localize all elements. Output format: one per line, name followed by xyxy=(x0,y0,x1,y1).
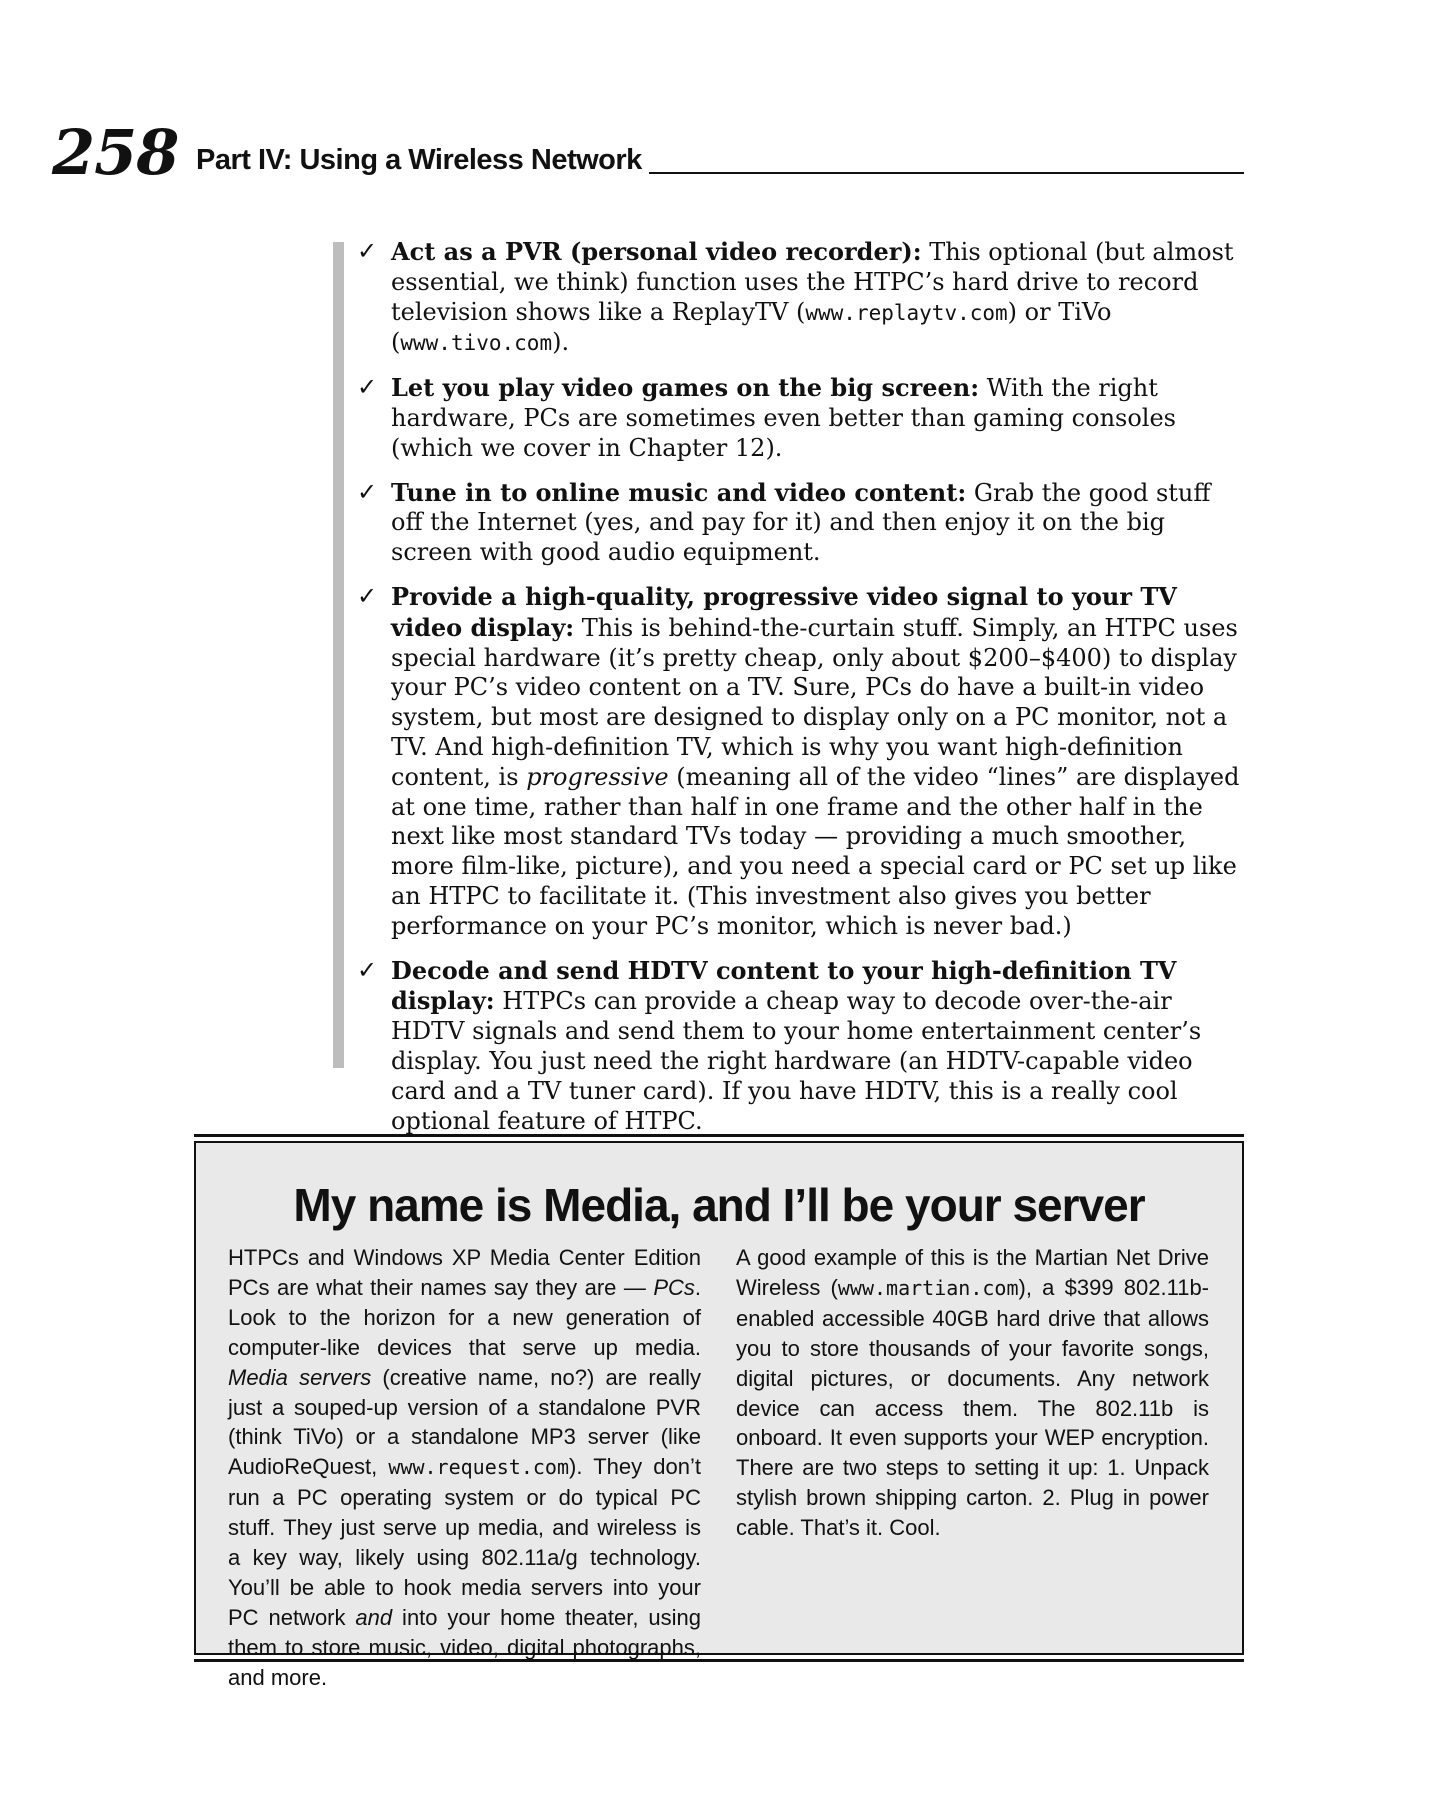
list-item xyxy=(357,478,1247,568)
check-icon: ✓ xyxy=(357,373,378,402)
check-icon: ✓ xyxy=(357,955,378,984)
list-item xyxy=(357,582,1247,942)
header-title: Part IV: Using a Wireless Network xyxy=(196,144,642,176)
paragraph-text: (creative name, no?) are really just a souped-up version of a standalone PVR (think TiVo) or a standalone MP3 server (like AudioReQuest, xyxy=(228,1364,701,1480)
item-lead: Tune in to online music and video content: xyxy=(391,477,967,507)
bullet-list-side-bar xyxy=(333,242,344,1068)
list-item xyxy=(357,237,1247,359)
item-lead: Let you play video games on the big screen: xyxy=(391,373,980,403)
item-text: With the right hardware, PCs are sometimes even better than gaming consoles (which we cover in Chapter 12). xyxy=(391,374,1176,462)
item-text: This optional (but almost essential, we think) function uses the HTPC’s hard drive to record television shows like a ReplayTV ( xyxy=(391,238,1234,326)
emphasis-pcs: PCs xyxy=(653,1274,695,1300)
emphasis-progressive: progressive xyxy=(526,762,669,791)
url-martian: www.martian.com xyxy=(837,1275,1019,1300)
sidebar-box xyxy=(194,1134,1244,1690)
paragraph-text: ). They don’t run a PC operating system or do typical PC stuff. They just serve up media, and wireless is a key way, likely using 802.11a/g technology. You’ll be able to hook media servers into your PC network xyxy=(228,1454,701,1630)
item-lead: Act as a PVR (personal video recorder): xyxy=(391,237,922,266)
check-icon: ✓ xyxy=(357,581,378,610)
item-text: ) or TiVo ( xyxy=(391,297,1112,357)
paragraph-text: into your home theater, using them to store music, video, digital photographs, and more. xyxy=(228,1604,701,1690)
emphasis-and: and xyxy=(355,1604,393,1630)
item-text: (meaning all of the video “lines” are displayed at one time, rather than half in one frame and the other half in the next like most standard TVs today — providing a much smoother, more film-like, picture), and you need a special card or PC set up like an HTPC to facilitate it. (This investment also gives you better performance on your PC’s monitor, which is never bad.) xyxy=(391,762,1240,940)
list-item xyxy=(357,373,1247,463)
list-item xyxy=(357,956,1247,1137)
paragraph-text: A good example of this is the Martian Net Drive Wireless ( xyxy=(736,1245,1209,1300)
check-icon: ✓ xyxy=(357,477,378,506)
paragraph-text: . Look to the horizon for a new generation of computer-like devices that serve up media. xyxy=(228,1274,701,1360)
url-request: www.request.com xyxy=(388,1455,569,1480)
page-number: 258 xyxy=(52,116,179,189)
url-replaytv: www.replaytv.com xyxy=(805,300,1008,325)
running-header xyxy=(52,118,1244,198)
bullet-list xyxy=(357,237,1247,1150)
sidebar-title: My name is Media, and I’ll be your server xyxy=(293,1179,1145,1231)
item-text: ). xyxy=(552,328,570,357)
item-text: Grab the good stuff off the Internet (yes, and pay for it) and then enjoy it on the big screen with good audio equipment. xyxy=(391,478,1211,567)
sidebar-paragraph-2 xyxy=(736,1243,1209,1543)
paragraph-text: ), a $399 802.11b-enabled accessible 40GB hard drive that allows you to store thousands of your favorite songs, digital pictures, or documents. Any network device can access them. The 802.11b is onboard. It even supports your WEP encryption. There are two steps to setting it up: 1. Unpack stylish brown shipping carton. 2. Plug in power cable. That’s it. Cool. xyxy=(736,1274,1210,1541)
item-lead: Provide a high-quality, progressive video signal to your TV video display: xyxy=(391,581,1177,642)
sidebar-inner xyxy=(194,1141,1244,1690)
item-text: HTPCs can provide a cheap way to decode over-the-air HDTV signals and send them to your home entertainment center’s display. You just need the right hardware (an HDTV-capable video card and a TV tuner card). If you have HDTV, this is a really cool optional feature of HTPC. xyxy=(391,987,1202,1135)
sidebar-column-right xyxy=(736,1243,1209,1557)
sidebar-paragraph-1 xyxy=(228,1243,701,1693)
item-lead: Decode and send HDTV content to your high-definition TV display: xyxy=(391,955,1177,1016)
item-text: This is behind-the-curtain stuff. Simply, an HTPC uses special hardware (it’s pretty cheap, only about $200–$400) to display your PC’s video content on a TV. Sure, PCs do have a built-in video system, but most are designed to display only on a PC monitor, not a TV. And high-definition TV, which is why you want high-definition content, is xyxy=(391,613,1238,791)
check-icon: ✓ xyxy=(357,237,378,265)
paragraph-text: HTPCs and Windows XP Media Center Edition PCs are what their names say they are — xyxy=(228,1245,701,1300)
sidebar-column-left xyxy=(228,1243,701,1707)
emphasis-media-servers: Media servers xyxy=(228,1364,372,1390)
url-tivo: www.tivo.com xyxy=(400,331,553,356)
header-rule xyxy=(649,172,1244,174)
